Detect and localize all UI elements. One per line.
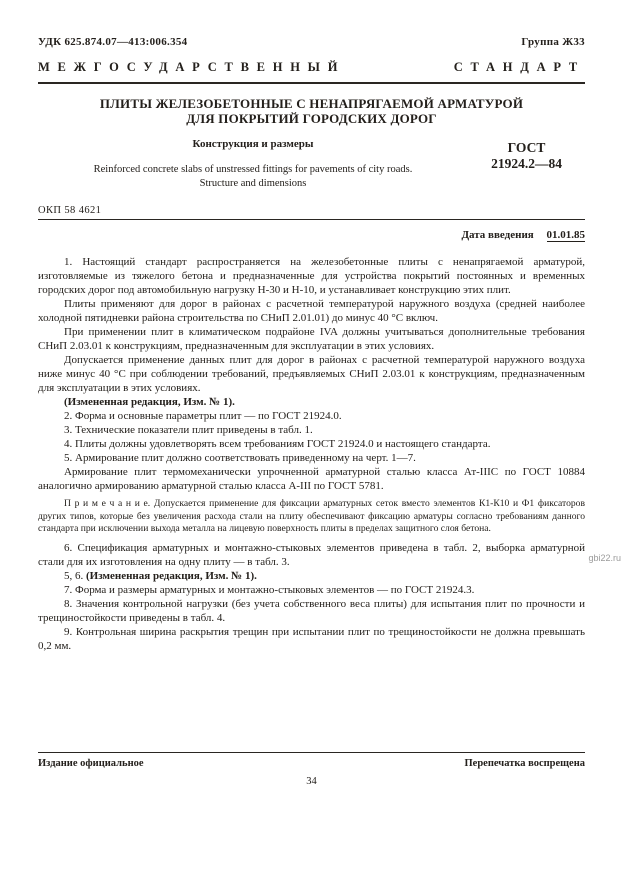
body-paragraph	[38, 395, 585, 409]
body-paragraph	[38, 325, 585, 353]
paragraph-text: Плиты применяют для дорог в районах с расчетной температурой наружного воздуха (средней наиболее холодной пятидневки района строительства по СНиП 2.01.01) до минус 40 °С включ.	[38, 298, 585, 324]
page-footer	[38, 752, 585, 787]
standard-type-word1: МЕЖГОСУДАРСТВЕННЫЙ	[38, 60, 346, 74]
udk-code: УДК 625.874.07—413:006.354	[38, 36, 188, 48]
document-title-line2: ДЛЯ ПОКРЫТИЙ ГОРОДСКИХ ДОРОГ	[186, 111, 437, 126]
page-number: 34	[306, 776, 317, 787]
subtitle-block	[38, 138, 468, 190]
body-paragraph	[38, 353, 585, 395]
group-code: Группа Ж33	[521, 36, 585, 48]
classification-row	[38, 36, 585, 48]
footer-divider	[38, 752, 585, 753]
paragraph-text: 5, 6.	[64, 569, 86, 582]
paragraph-text-bold: (Измененная редакция, Изм. № 1).	[86, 569, 257, 582]
paragraph-text-bold: (Измененная редакция, Изм. № 1).	[64, 396, 235, 408]
document-title	[38, 96, 585, 126]
header-divider	[38, 82, 585, 84]
paragraph-text: 9. Контрольная ширина раскрытия трещин при испытании плит по трещиностойкости не должна превышать 0,2 мм.	[38, 625, 585, 652]
reprint-prohibited-label: Перепечатка воспрещена	[464, 758, 585, 769]
paragraph-text: 8. Значения контрольной нагрузки (без учета собственного веса плиты) для испытания плит по прочности и трещиностойкости приведены в табл. 4.	[38, 597, 585, 624]
paragraph-text: 7. Форма и размеры арматурных и монтажно-стыковых элементов — по ГОСТ 21924.3.	[64, 583, 475, 596]
body-paragraph	[38, 437, 585, 451]
paragraph-text: 6. Спецификация арматурных и монтажно-стыковых элементов приведена в табл. 2, выборка арматурной стали для их изготовления на одну плиту — в табл. 3.	[38, 541, 585, 568]
body-paragraph	[38, 451, 585, 465]
title-columns	[38, 138, 585, 190]
okp-code: ОКП 58 4621	[38, 205, 102, 216]
paragraph-text: 1. Настоящий стандарт распространяется на железобетонные плиты с ненапрягаемой арматурой, изготовляемые из тяжелого бетона и предназначенные для устройства покрытий постоянных и временных городских дорог под автомобильную нагрузку Н-30 и Н-10, и устанавливает конструкцию этих плит.	[38, 256, 585, 296]
gost-number: 21924.2—84	[491, 156, 562, 171]
body-paragraph	[38, 297, 585, 325]
subtitle-russian: Конструкция и размеры	[192, 138, 314, 150]
paragraph-text: 5. Армирование плит должно соответствовать приведенному на черт. 1—7.	[64, 452, 416, 464]
paragraph-text: 4. Плиты должны удовлетворять всем требованиям ГОСТ 21924.0 и настоящего стандарта.	[64, 438, 491, 450]
body-paragraph	[38, 541, 585, 569]
body-paragraph	[38, 255, 585, 297]
paragraph-text: Допускается применение данных плит для дорог в районах с расчетной температурой наружного воздуха ниже минус 40 °С при соблюдении требований, предъявляемых СНиП 2.03.01 к конструкциям, предназначенным для эксплуатации в этих условиях.	[38, 354, 585, 394]
subtitle-english-line1: Reinforced concrete slabs of unstressed fittings for pavements of city roads.	[93, 164, 413, 175]
site-watermark: gbi22.ru	[588, 553, 621, 563]
subtitle-english	[38, 163, 468, 190]
footer-row	[38, 758, 585, 769]
document-title-line1: ПЛИТЫ ЖЕЛЕЗОБЕТОННЫЕ С НЕНАПРЯГАЕМОЙ АРМАТУРОЙ	[99, 96, 524, 111]
introduction-date-line	[38, 229, 585, 242]
body-paragraph	[38, 625, 585, 653]
paragraph-text: П р и м е ч а н и е. Допускается применение для фиксации арматурных сеток вместо элементов К1-К10 и Ф1 фиксаторов других типов, которые без увеличения расхода стали на плиту обеспечивают фиксацию арматуры согласно требованиям данного стандарта при исключении выхода металла на лицевую поверхность плиты в пределах защитного слоя бетона.	[38, 498, 585, 534]
body-paragraph	[38, 423, 585, 437]
subtitle-english-line2: Structure and dimensions	[199, 177, 307, 189]
body-paragraph	[38, 409, 585, 423]
okp-divider	[38, 219, 585, 220]
official-edition-label: Издание официальное	[38, 758, 144, 769]
body-paragraph	[38, 583, 585, 597]
paragraph-text: 3. Технические показатели плит приведены в табл. 1.	[64, 424, 313, 436]
standard-type-heading	[38, 60, 585, 75]
gost-label: ГОСТ	[507, 140, 546, 155]
body-paragraph	[38, 597, 585, 625]
paragraph-text: Армирование плит термомеханически упрочненной арматурной сталью класса Ат-IIIC по ГОСТ 10884 аналогично армированию арматурной сталью класса А-III по ГОСТ 5781.	[38, 466, 585, 492]
standard-type-word2: СТАНДАРТ	[453, 60, 585, 74]
gost-designation	[468, 138, 585, 190]
paragraph-text: 2. Форма и основные параметры плит — по ГОСТ 21924.0.	[64, 410, 342, 422]
body-paragraph	[38, 465, 585, 493]
document-body	[38, 255, 585, 653]
paragraph-text: При применении плит в климатическом подрайоне IVA должны учитываться дополнительные требования СНиП 2.03.01 к конструкциям, предназначенным для эксплуатации в этих условиях.	[38, 326, 585, 352]
introduction-date-label: Дата введения	[461, 229, 534, 241]
note-paragraph	[38, 498, 585, 536]
introduction-date-value: 01.01.85	[546, 229, 585, 241]
body-paragraph	[38, 569, 585, 583]
